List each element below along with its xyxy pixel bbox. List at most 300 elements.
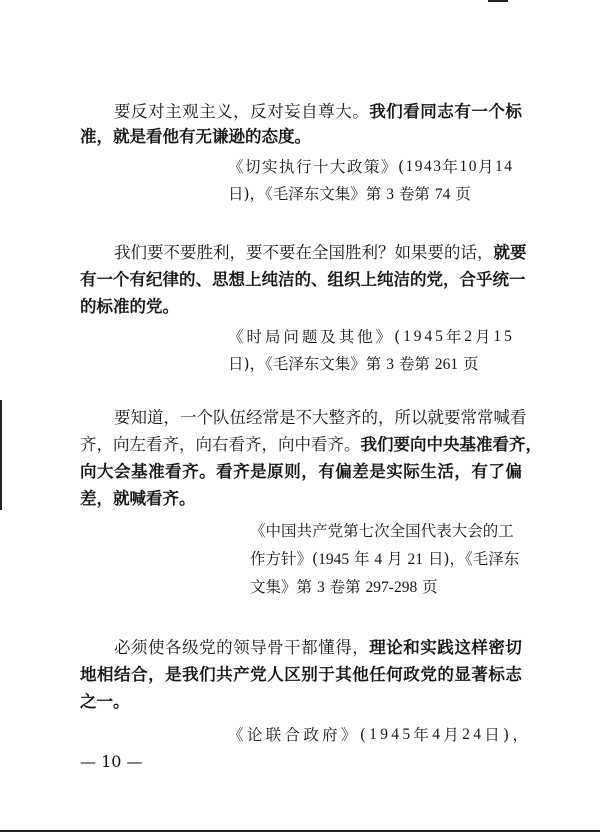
citation-char: 9 [413,328,422,345]
emphasis-char: 就 [493,243,510,262]
quote-char: 个 [196,408,213,427]
quote-line [80,433,542,457]
emphasis-char: 理 [369,638,386,657]
citation-char: 执 [279,158,295,176]
emphasis-char: 准 [148,462,165,481]
citation-text: 卷第 [393,355,435,373]
citation-char: 1 [405,158,414,175]
citation-char: 论 [246,726,263,744]
emphasis-char: 就 [113,489,130,508]
emphasis-char: 向 [80,462,97,481]
quote-char: 的 [361,408,378,427]
quote-line [80,460,522,484]
citation-char: 年 [445,328,462,346]
quote-char: 喊 [493,408,510,427]
citation-char: 中 [265,522,282,540]
emphasis-char: 们 [386,102,403,121]
emphasis-char: 看 [146,127,163,146]
emphasis-char: 的 [179,270,196,289]
emphasis-char: 我 [360,435,377,454]
quote-char: 利 [213,243,230,262]
emphasis-char: 上 [245,270,262,289]
quote-char: 不 [295,408,312,427]
emphasis-char: 。 [294,127,311,146]
emphasis-char: 大 [97,462,114,481]
citation-char: 府 [322,726,338,744]
quote-char: 全 [312,243,329,262]
citation-char: 他 [357,328,373,346]
quote-char: 道 [147,408,164,427]
citation-text: 页 [450,185,471,203]
emphasis-char: 差 [80,489,97,508]
citation-char: 行 [296,158,312,176]
citation-char: 5 [402,726,411,743]
quote-char: 看 [228,435,245,454]
citation-char: 次 [374,522,390,540]
citation-char: 年 [442,158,458,176]
citation-char: ， [512,726,528,744]
quote-line [80,663,522,687]
citation-text: 3 [386,356,394,373]
quote-char: 必 [114,638,131,657]
citation-char: 5 [435,328,443,345]
quote-char: 骨 [267,638,284,657]
quote-char: 要 [279,243,296,262]
scan-edge-top [488,0,508,2]
quote-char: 胜 [196,243,213,262]
citation-char: 9 [380,726,388,743]
emphasis-char: 向 [410,435,427,454]
quote-char: 要 [427,243,444,262]
quote-char: 反 [250,102,267,121]
emphasis-char: 一 [96,692,113,711]
emphasis-char: 有 [179,127,196,146]
emphasis-char: 统 [492,270,509,289]
quote-line [80,487,196,511]
emphasis-char: 齐 [182,462,199,481]
emphasis-char: 区 [284,665,301,684]
quote-char: 要 [147,243,164,262]
citation-text: 1945 [318,551,350,568]
emphasis-char: 偏 [335,462,352,481]
quote-char: 领 [233,638,250,657]
source-citation [228,723,528,747]
emphasis-char: 中 [426,435,443,454]
quote-char: 看 [510,408,527,427]
citation-char: 4 [424,328,433,345]
emphasis-char: 央 [443,435,460,454]
quote-char: 是 [279,408,296,427]
quote-char: ， [378,408,395,427]
emphasis-char: 实 [386,462,403,481]
quote-char: 向 [113,435,130,454]
emphasis-char: 显 [454,665,471,684]
quote-char: ， [261,435,278,454]
quote-line [80,690,130,714]
emphasis-char: 党 [146,297,163,316]
citation-char: 5 [504,328,512,345]
quote-char: 级 [182,638,199,657]
emphasis-char: 纪 [146,270,163,289]
emphasis-char: 谦 [212,127,229,146]
quote-char: 齐 [245,435,262,454]
citation-char: 4 [504,158,512,175]
citation-char: 》 [381,158,397,176]
citation-text: 日)，《毛泽东 [423,550,520,568]
citation-char: 4 [473,726,481,743]
emphasis-char: 党 [250,665,267,684]
emphasis-char: 。 [199,462,216,481]
source-citation [250,575,438,600]
citation-char: 合 [284,726,300,744]
emphasis-char: 齐 [162,489,179,508]
citation-text: 日)，《毛泽东文集》第 [228,355,387,373]
quote-char: ， [96,435,113,454]
citation-char: 问 [283,328,299,346]
quote-line [114,406,527,430]
emphasis-char: ， [443,270,460,289]
citation-char: 全 [389,522,406,540]
citation-char: 其 [338,328,355,346]
emphasis-char: 的 [245,127,262,146]
emphasis-char: 相 [97,665,114,684]
citation-char: 时 [246,328,262,346]
citation-char: 第 [343,522,359,540]
quote-char: 我 [114,243,131,262]
citation-text: 4 [374,551,383,568]
emphasis-char: 看 [165,462,182,481]
quote-char: 大 [312,408,329,427]
citation-char: 国 [405,522,421,540]
emphasis-char: 别 [301,665,318,684]
emphasis-char: 有 [318,462,335,481]
quote-char: ， [179,435,196,454]
quote-char: 伍 [229,408,246,427]
emphasis-char: 准 [113,297,130,316]
quote-char: ， [352,638,369,657]
citation-char: 1 [493,328,502,345]
quote-char: 义 [216,102,233,121]
quote-char: 不 [262,243,279,262]
citation-char: ( [359,726,366,744]
emphasis-char: 产 [233,665,250,684]
emphasis-char: 会 [114,462,131,481]
citation-char: 国 [281,522,297,540]
emphasis-char: 偏 [505,462,522,481]
quote-char: 齐 [327,435,344,454]
emphasis-char: 合 [459,270,476,289]
citation-char: 年 [413,726,429,744]
emphasis-char: 洁 [278,270,295,289]
quote-char: 国 [328,243,345,262]
quote-char: 对 [267,102,284,121]
emphasis-char: 看 [216,462,233,481]
emphasis-char: 度 [278,127,295,146]
emphasis-char: 纯 [261,270,278,289]
quote-char: 利 [361,243,378,262]
quote-char: 主 [165,102,182,121]
citation-char: 《 [228,726,244,744]
citation-text: 21 [407,551,424,568]
emphasis-char: 要 [510,243,527,262]
emphasis-char: 的 [129,297,146,316]
emphasis-char: 有 [129,270,146,289]
quote-char: ， [477,243,494,262]
citation-char: 《 [228,328,244,346]
emphasis-char: 结 [114,665,131,684]
citation-char: 月 [443,726,459,744]
emphasis-char: 之 [80,692,97,711]
quote-char: 常 [262,408,279,427]
emphasis-char: 想 [228,270,245,289]
source-citation [228,325,512,349]
emphasis-char: 共 [216,665,233,684]
citation-char: 表 [436,522,452,540]
emphasis-char: ， [96,127,113,146]
emphasis-char: 律 [162,270,179,289]
quote-line [80,125,311,149]
quote-char: ， [229,243,246,262]
quote-char: 知 [130,408,147,427]
citation-char: 4 [391,726,400,743]
emphasis-char: 看 [403,102,420,121]
quote-char: 须 [131,638,148,657]
emphasis-char: 我 [182,665,199,684]
quote-char: 中 [294,435,311,454]
emphasis-char: 了 [488,462,505,481]
quote-char: 话 [460,243,477,262]
quote-line [80,268,526,292]
citation-text: 日)，《毛泽东文集》第 [228,185,387,203]
citation-char: 七 [358,522,375,540]
emphasis-char: 就 [113,127,130,146]
citation-text: 74 [434,186,451,203]
citation-char: 党 [327,522,344,540]
citation-char: 1 [494,158,503,175]
emphasis-char: 有 [471,462,488,481]
emphasis-char: 织 [344,270,361,289]
emphasis-char: 党 [420,665,437,684]
citation-char: 《 [250,522,266,540]
quote-char: 在 [295,243,312,262]
quote-char: 自 [301,102,318,121]
emphasis-char: 是 [369,462,386,481]
quote-char: 队 [213,408,230,427]
scan-edge-bottom [0,830,600,832]
emphasis-char: 齐 [233,462,250,481]
quote-char: 要 [246,243,263,262]
emphasis-char: 原 [267,462,284,481]
emphasis-char: 看 [492,435,509,454]
citation-char: 策 [364,158,380,176]
citation-char: 政 [347,158,363,176]
source-citation [228,155,512,179]
quote-char: 懂 [318,638,335,657]
quote-char: 的 [216,638,233,657]
source-citation [228,352,479,377]
quote-line [114,241,527,265]
quote-char: 大 [335,102,352,121]
citation-text: 3 [316,579,325,596]
quote-char: 如 [394,243,411,262]
emphasis-char: 组 [327,270,344,289]
citation-char: 会 [467,522,483,540]
quote-char: 果 [411,243,428,262]
citation-text: 页 [458,355,479,373]
quote-char: 各 [165,638,182,657]
citation-char: 1 [369,726,377,743]
emphasis-char: 党 [426,270,443,289]
scan-edge-left [0,400,2,510]
emphasis-char: 他 [162,127,179,146]
quote-char: 主 [199,102,216,121]
emphasis-char: 于 [318,665,335,684]
citation-text: 作方针》( [250,550,319,568]
citation-char: 政 [303,726,319,744]
emphasis-char: 们 [199,665,216,684]
citation-char: 工 [498,522,514,540]
citation-char: 的 [482,522,499,540]
citation-char: ) [503,726,510,744]
citation-char: 十 [313,158,329,176]
emphasis-char: 喊 [129,489,146,508]
quote-char: 都 [301,638,318,657]
source-citation [250,519,512,543]
emphasis-char: 纯 [377,270,394,289]
emphasis-char: 的 [437,665,454,684]
quote-char: 齐 [345,408,362,427]
citation-char: 实 [262,158,278,176]
citation-char: 大 [451,522,468,540]
citation-text: 297-298 [365,579,418,596]
citation-char: 《 [228,158,244,176]
citation-char: 产 [312,522,328,540]
emphasis-char: 生 [420,462,437,481]
quote-char: 就 [427,408,444,427]
emphasis-char: 洁 [393,270,410,289]
quote-char: 反 [131,102,148,121]
emphasis-char: 齐 [509,435,526,454]
emphasis-char: 一 [96,270,113,289]
emphasis-char: 著 [471,665,488,684]
quote-char: 以 [411,408,428,427]
emphasis-char: 无 [195,127,212,146]
emphasis-char: 这 [454,638,471,657]
emphasis-char: 思 [212,270,229,289]
citation-char: 2 [464,328,473,345]
emphasis-char: 是 [129,127,146,146]
quote-char: 。 [352,102,369,121]
citation-char: 月 [477,158,494,176]
quote-char: 向 [278,435,295,454]
emphasis-char: 、 [195,270,212,289]
emphasis-char: 上 [360,270,377,289]
emphasis-char: 准 [80,127,97,146]
emphasis-char: 际 [403,462,420,481]
citation-char: ( [398,158,405,176]
quote-char: 右 [212,435,229,454]
quote-line [114,636,522,660]
quote-char: 整 [328,408,345,427]
emphasis-char: 。 [162,297,179,316]
source-citation [228,182,471,207]
citation-char: 1 [459,158,468,175]
citation-char: 4 [424,158,432,175]
emphasis-char: 活 [437,462,454,481]
citation-char: 4 [432,726,440,743]
quote-char: 看 [146,435,163,454]
emphasis-char: 他 [352,665,369,684]
citation-char: 题 [301,328,318,346]
emphasis-char: ， [301,462,318,481]
citation-char: 联 [265,726,282,744]
emphasis-char: 我 [369,102,386,121]
citation-char: 3 [433,158,441,175]
emphasis-char: 有 [454,102,471,121]
citation-char: 共 [296,522,313,540]
emphasis-char: 政 [403,665,420,684]
citation-char: 9 [414,158,423,175]
citation-text: 261 [434,356,459,373]
quote-char: 经 [246,408,263,427]
emphasis-char: 实 [420,638,437,657]
citation-text: 年 [349,550,375,568]
quote-char: ， [233,102,250,121]
quote-char: 尊 [318,102,335,121]
quote-char: 不 [163,243,180,262]
source-citation [250,547,519,572]
emphasis-char: 一 [509,270,526,289]
quote-char: 常 [477,408,494,427]
quote-line [80,295,179,319]
quote-char: 得 [335,638,352,657]
quote-char: 党 [199,638,216,657]
emphasis-char: 其 [335,665,352,684]
emphasis-char: ， [454,462,471,481]
citation-char: 日 [484,726,500,744]
quote-char: 妄 [284,102,301,121]
emphasis-char: 同 [420,102,437,121]
emphasis-char: 地 [80,665,97,684]
emphasis-char: 人 [267,665,284,684]
emphasis-char: ， [148,665,165,684]
citation-text: 文集》第 [250,578,317,596]
quote-char: 所 [394,408,411,427]
quote-char: 。 [344,435,361,454]
emphasis-char: 基 [131,462,148,481]
emphasis-char: 标 [96,297,113,316]
quote-char: 要 [444,408,461,427]
emphasis-char: 有 [80,270,97,289]
emphasis-char: 切 [505,638,522,657]
emphasis-char: 践 [437,638,454,657]
quote-char: 要 [180,243,197,262]
emphasis-char: 们 [377,435,394,454]
emphasis-char: 差 [352,462,369,481]
citation-char: 大 [330,158,346,176]
emphasis-char: 逊 [228,127,245,146]
emphasis-char: 。 [179,489,196,508]
citation-char: 局 [264,328,281,346]
citation-char: 切 [245,158,261,176]
emphasis-char: 基 [459,435,476,454]
emphasis-char: 则 [284,462,301,481]
emphasis-char: 的 [410,270,427,289]
emphasis-char: 标 [505,102,522,121]
quote-char: 胜 [345,243,362,262]
quote-char: 观 [182,102,199,121]
citation-text: 3 [386,186,394,203]
